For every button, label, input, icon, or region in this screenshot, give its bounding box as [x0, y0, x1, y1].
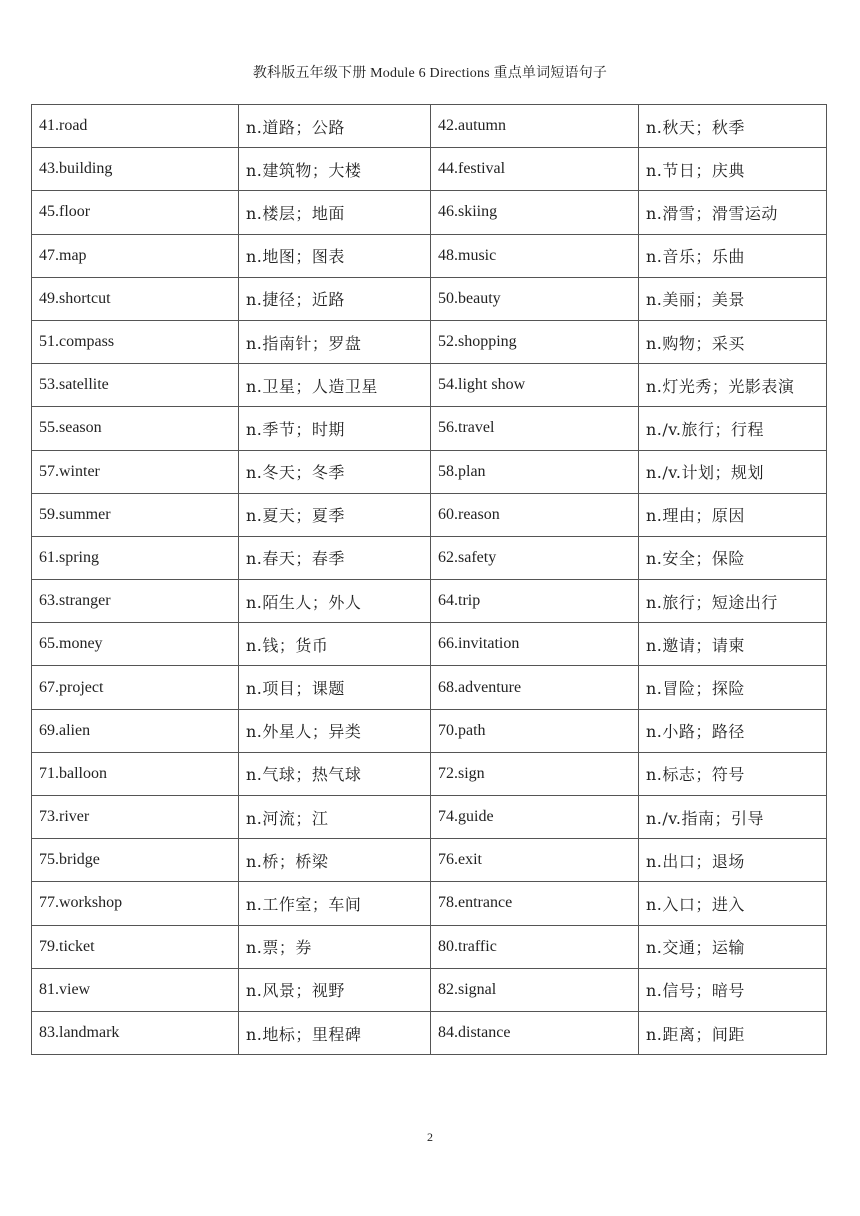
vocab-word: 72.sign	[431, 752, 639, 795]
vocab-meaning: n.理由；原因	[639, 493, 827, 536]
vocab-word: 56.travel	[431, 407, 639, 450]
vocab-word: 74.guide	[431, 796, 639, 839]
table-row	[32, 709, 827, 752]
vocab-meaning: n.票；券	[239, 925, 431, 968]
vocab-meaning: n.外星人；异类	[239, 709, 431, 752]
vocab-meaning: n.楼层；地面	[239, 191, 431, 234]
vocabulary-table	[31, 104, 827, 1055]
vocab-word: 41.road	[32, 105, 239, 148]
vocab-word: 79.ticket	[32, 925, 239, 968]
vocab-word: 54.light show	[431, 364, 639, 407]
table-row	[32, 191, 827, 234]
vocab-meaning: n.节日；庆典	[639, 148, 827, 191]
vocab-meaning: n.工作室；车间	[239, 882, 431, 925]
vocab-meaning: n.钱；货币	[239, 623, 431, 666]
vocab-meaning: n.道路；公路	[239, 105, 431, 148]
vocab-word: 49.shortcut	[32, 277, 239, 320]
table-row	[32, 493, 827, 536]
vocab-word: 51.compass	[32, 320, 239, 363]
vocab-word: 47.map	[32, 234, 239, 277]
vocab-word: 63.stranger	[32, 580, 239, 623]
vocab-word: 50.beauty	[431, 277, 639, 320]
vocab-word: 83.landmark	[32, 1011, 239, 1054]
vocab-meaning: n./v.计划；规划	[639, 450, 827, 493]
vocab-meaning: n.卫星；人造卫星	[239, 364, 431, 407]
vocab-meaning: n.项目；课题	[239, 666, 431, 709]
vocab-word: 53.satellite	[32, 364, 239, 407]
vocab-meaning: n.秋天；秋季	[639, 105, 827, 148]
page-header-title: 教科版五年级下册 Module 6 Directions 重点单词短语句子	[252, 66, 608, 81]
vocab-meaning: n.标志；符号	[639, 752, 827, 795]
vocab-meaning: n.季节；时期	[239, 407, 431, 450]
table-row	[32, 925, 827, 968]
vocab-word: 43.building	[32, 148, 239, 191]
vocab-meaning: n.陌生人；外人	[239, 580, 431, 623]
vocab-word: 84.distance	[431, 1011, 639, 1054]
vocab-meaning: n.指南针；罗盘	[239, 320, 431, 363]
vocab-word: 46.skiing	[431, 191, 639, 234]
vocabulary-table-body	[32, 105, 827, 1055]
vocab-word: 64.trip	[431, 580, 639, 623]
vocab-meaning: n.地标；里程碑	[239, 1011, 431, 1054]
table-row	[32, 105, 827, 148]
vocab-word: 70.path	[431, 709, 639, 752]
vocab-meaning: n.安全；保险	[639, 536, 827, 579]
table-row	[32, 666, 827, 709]
table-row	[32, 320, 827, 363]
vocab-meaning: n.信号；暗号	[639, 968, 827, 1011]
vocab-meaning: n.风景；视野	[239, 968, 431, 1011]
vocab-meaning: n.旅行；短途出行	[639, 580, 827, 623]
vocab-meaning: n.地图；图表	[239, 234, 431, 277]
vocab-word: 68.adventure	[431, 666, 639, 709]
vocab-meaning: n.购物；采买	[639, 320, 827, 363]
vocab-meaning: n.气球；热气球	[239, 752, 431, 795]
vocab-word: 75.bridge	[32, 839, 239, 882]
table-row	[32, 882, 827, 925]
vocab-word: 48.music	[431, 234, 639, 277]
vocab-meaning: n.灯光秀；光影表演	[639, 364, 827, 407]
vocab-meaning: n.春天；春季	[239, 536, 431, 579]
vocab-meaning: n.距离；间距	[639, 1011, 827, 1054]
vocab-word: 76.exit	[431, 839, 639, 882]
vocab-word: 61.spring	[32, 536, 239, 579]
vocab-meaning: n.邀请；请柬	[639, 623, 827, 666]
table-row	[32, 752, 827, 795]
table-row	[32, 839, 827, 882]
vocab-meaning: n.建筑物；大楼	[239, 148, 431, 191]
vocab-word: 55.season	[32, 407, 239, 450]
table-row	[32, 968, 827, 1011]
vocab-word: 45.floor	[32, 191, 239, 234]
table-row	[32, 623, 827, 666]
vocab-meaning: n.冒险；探险	[639, 666, 827, 709]
table-row	[32, 148, 827, 191]
vocab-meaning: n.交通；运输	[639, 925, 827, 968]
vocab-word: 77.workshop	[32, 882, 239, 925]
vocab-word: 60.reason	[431, 493, 639, 536]
table-row	[32, 234, 827, 277]
vocab-meaning: n.小路；路径	[639, 709, 827, 752]
table-row	[32, 1011, 827, 1054]
vocab-word: 80.traffic	[431, 925, 639, 968]
vocab-meaning: n.桥；桥梁	[239, 839, 431, 882]
vocab-meaning: n.美丽；美景	[639, 277, 827, 320]
vocab-word: 66.invitation	[431, 623, 639, 666]
vocab-word: 52.shopping	[431, 320, 639, 363]
vocab-word: 82.signal	[431, 968, 639, 1011]
vocab-meaning: n.滑雪；滑雪运动	[639, 191, 827, 234]
vocab-meaning: n.捷径；近路	[239, 277, 431, 320]
table-row	[32, 450, 827, 493]
vocab-word: 62.safety	[431, 536, 639, 579]
page-number: 2	[427, 1130, 433, 1144]
vocab-word: 81.view	[32, 968, 239, 1011]
vocab-word: 59.summer	[32, 493, 239, 536]
vocab-word: 57.winter	[32, 450, 239, 493]
table-row	[32, 580, 827, 623]
vocab-meaning: n.夏天；夏季	[239, 493, 431, 536]
vocab-meaning: n.音乐；乐曲	[639, 234, 827, 277]
vocab-meaning: n.河流；江	[239, 796, 431, 839]
vocab-word: 71.balloon	[32, 752, 239, 795]
vocab-word: 42.autumn	[431, 105, 639, 148]
vocab-meaning: n.冬天；冬季	[239, 450, 431, 493]
vocab-word: 69.alien	[32, 709, 239, 752]
table-row	[32, 277, 827, 320]
vocab-word: 44.festival	[431, 148, 639, 191]
vocab-meaning: n./v.旅行；行程	[639, 407, 827, 450]
table-row	[32, 796, 827, 839]
vocab-word: 67.project	[32, 666, 239, 709]
vocab-meaning: n./v.指南；引导	[639, 796, 827, 839]
vocab-meaning: n.出口；退场	[639, 839, 827, 882]
vocab-word: 58.plan	[431, 450, 639, 493]
vocab-word: 73.river	[32, 796, 239, 839]
vocab-word: 65.money	[32, 623, 239, 666]
table-row	[32, 364, 827, 407]
vocab-meaning: n.入口；进入	[639, 882, 827, 925]
table-row	[32, 407, 827, 450]
vocab-word: 78.entrance	[431, 882, 639, 925]
table-row	[32, 536, 827, 579]
